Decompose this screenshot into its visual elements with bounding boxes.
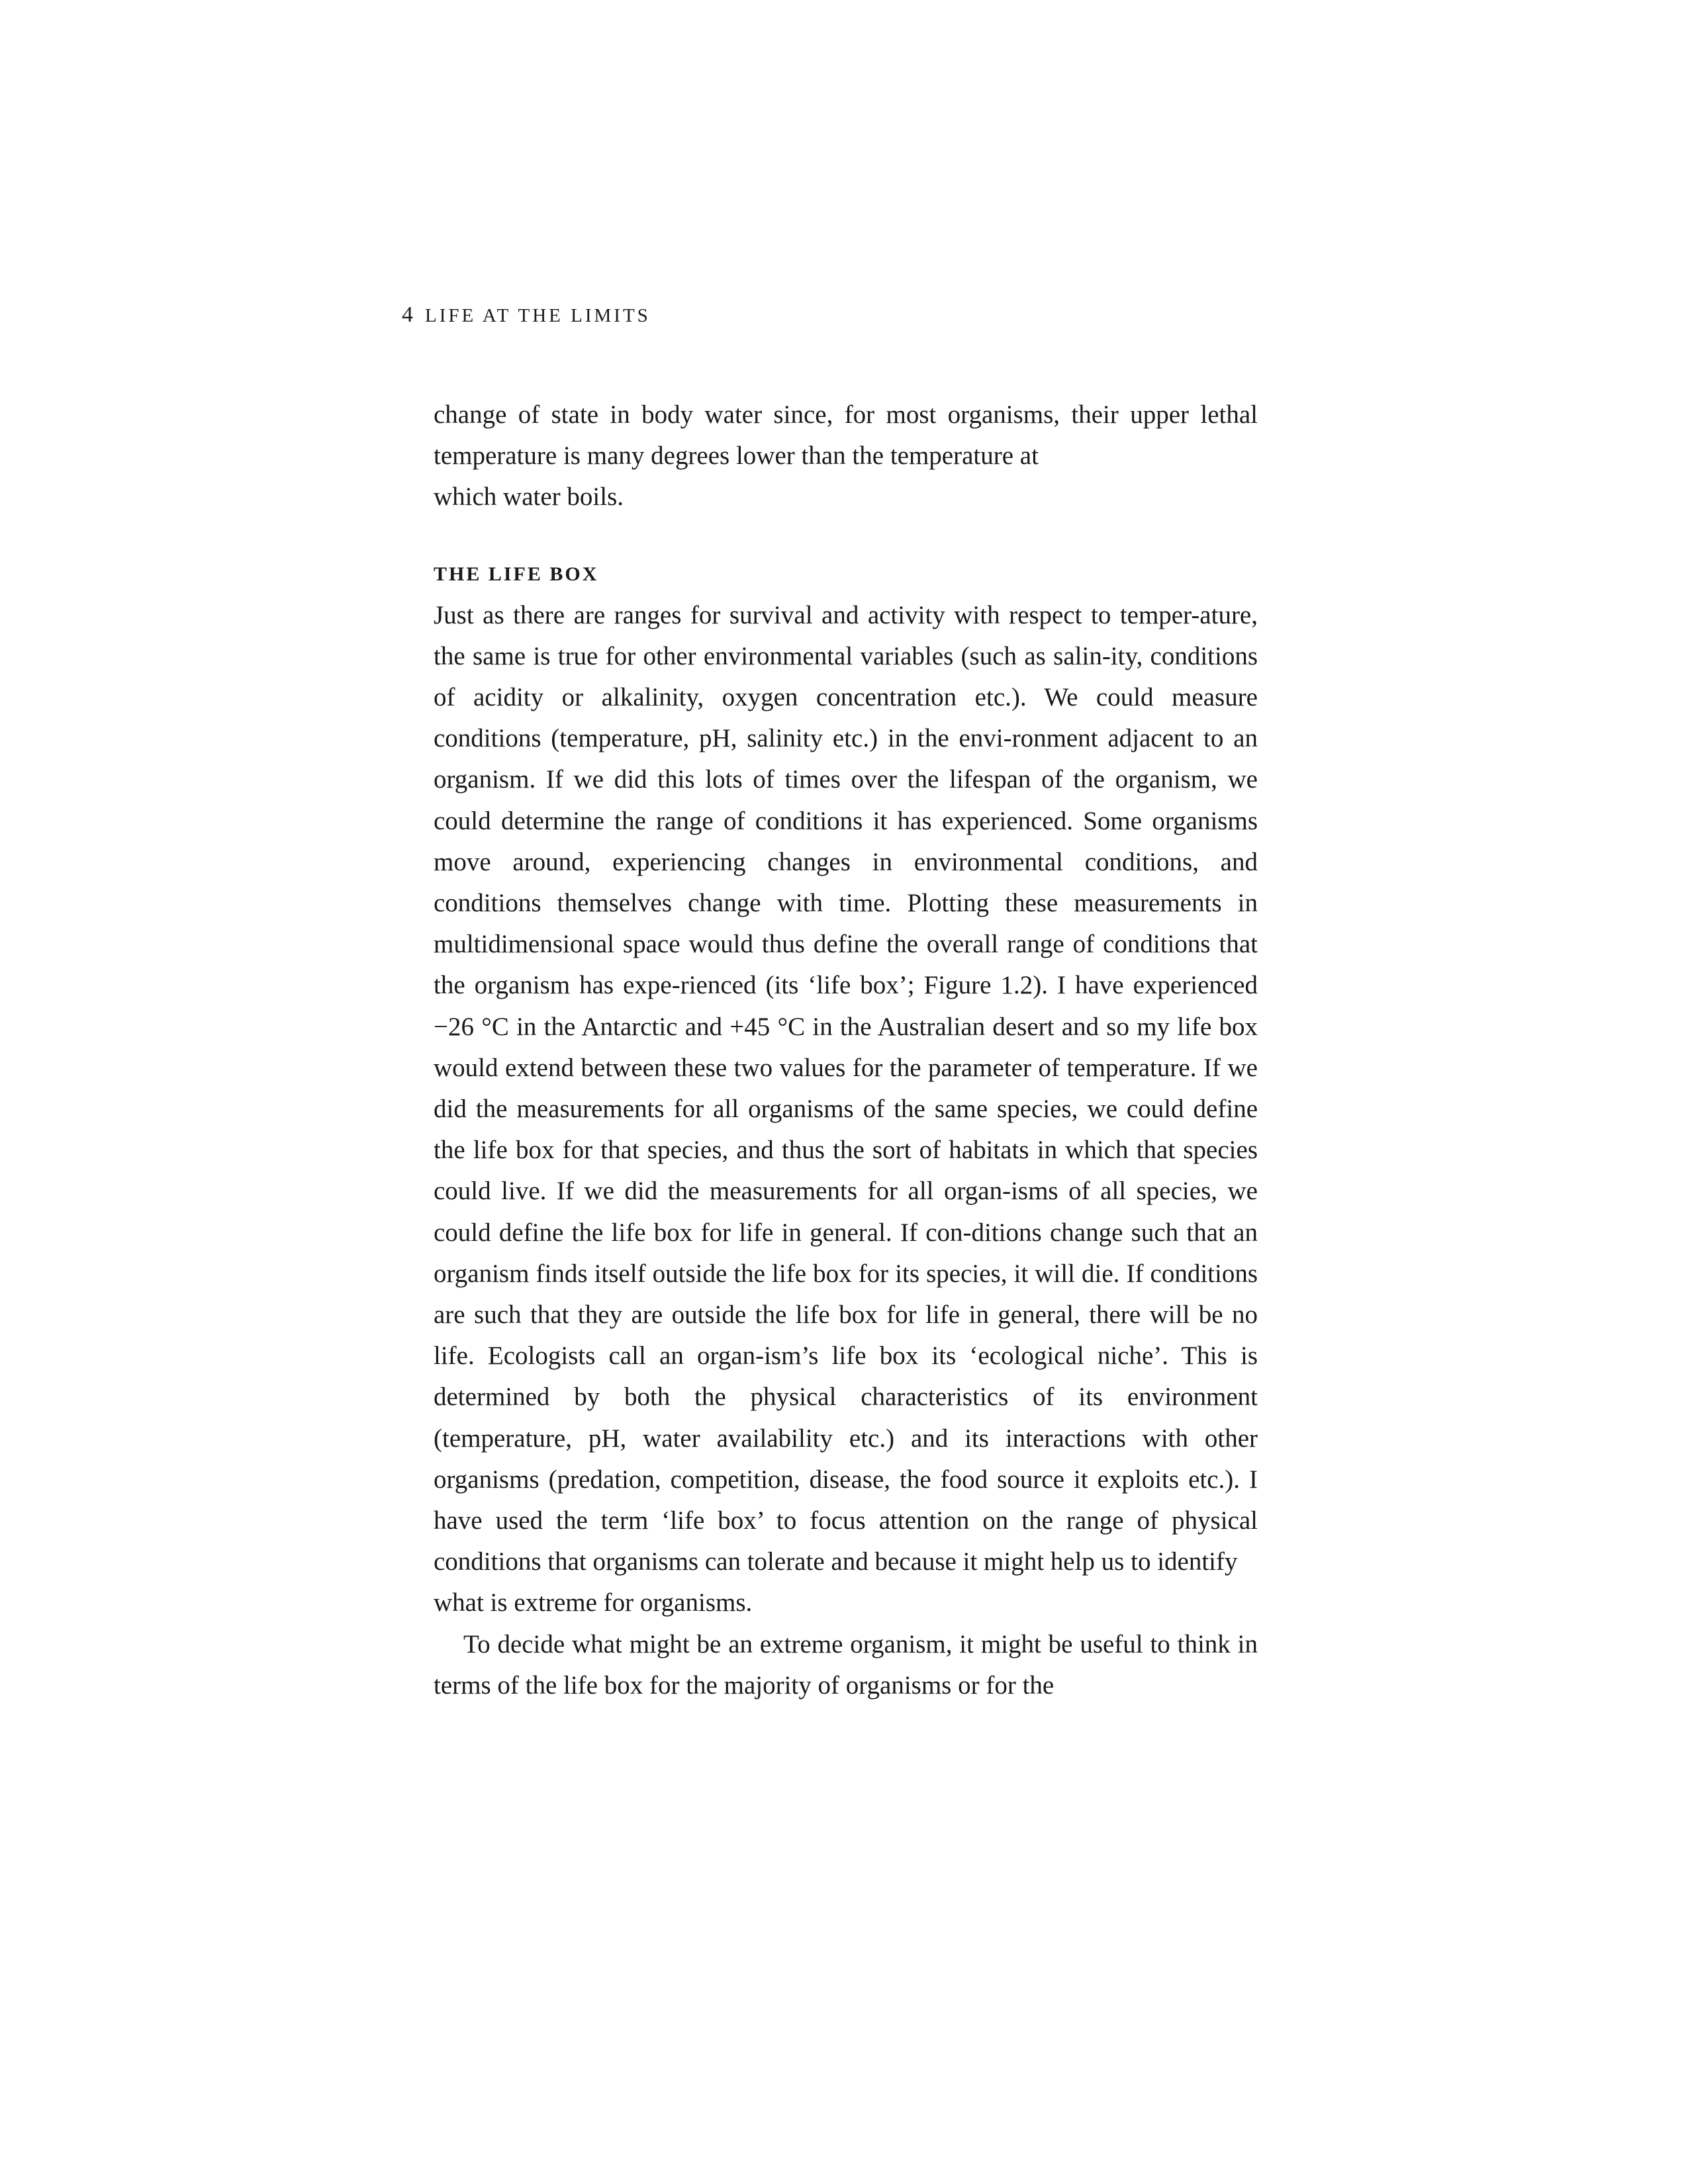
paragraph-3: To decide what might be an extreme organism, it might be useful to think in terms of the life box for the majority of organisms or for the xyxy=(434,1629,1258,1700)
running-head xyxy=(402,302,651,329)
paragraph-2: Just as there are ranges for survival and activity with respect to temper-ature, the same is true for other environmental variables (such as salin-ity, conditions of acidity or alkalinity, oxygen concentration etc.). We could measure conditions (temperature, pH, salinity etc.) in the envi-ronment adjacent to an organism. If we did this lots of times over the lifespan of the organism, we could determine the range of conditions it has experienced. Some organisms move around, experiencing changes in environmental conditions, and conditions themselves change with time. Plotting these measurements in multidimensional space would thus define the overall range of conditions that the organism has expe-rienced (its ‘life box’; Figure 1.2). I have experienced −26 °C in the Antarctic and +45 °C in the Australian desert and so my life box would extend between these two values for the parameter of temperature. If we did the measurements for all organisms of the same species, we could define the life box for that species, and thus the sort of habitats in which that species could live. If we did the measurements for all organ-isms of all species, we could define the life box for life in general. If con-ditions change such that an organism finds itself outside the life box for its species, it will die. If conditions are such that they are outside the life box for life in general, there will be no life. Ecologists call an organ-ism’s life box its ‘ecological niche’. This is determined by both the physical characteristics of its environment (temperature, pH, water availability etc.) and its interactions with other organisms (predation, competition, disease, the food source it exploits etc.). I have used the term ‘life box’ to focus attention on the range of physical conditions that organisms can tolerate and because it might help us to identify xyxy=(434,600,1258,1576)
running-head-title: LIFE AT THE LIMITS xyxy=(425,305,651,326)
paragraph-2-last-line: what is extreme for organisms. xyxy=(434,1588,753,1617)
body-text xyxy=(434,394,1258,1706)
page-number: 4 xyxy=(402,302,413,327)
paragraph-1-last-line: which water boils. xyxy=(434,482,624,512)
section-heading: THE LIFE BOX xyxy=(434,563,599,585)
paragraph-1: change of state in body water since, for most organisms, their upper lethal temperature is many degrees lower than the temperature at xyxy=(434,400,1258,471)
